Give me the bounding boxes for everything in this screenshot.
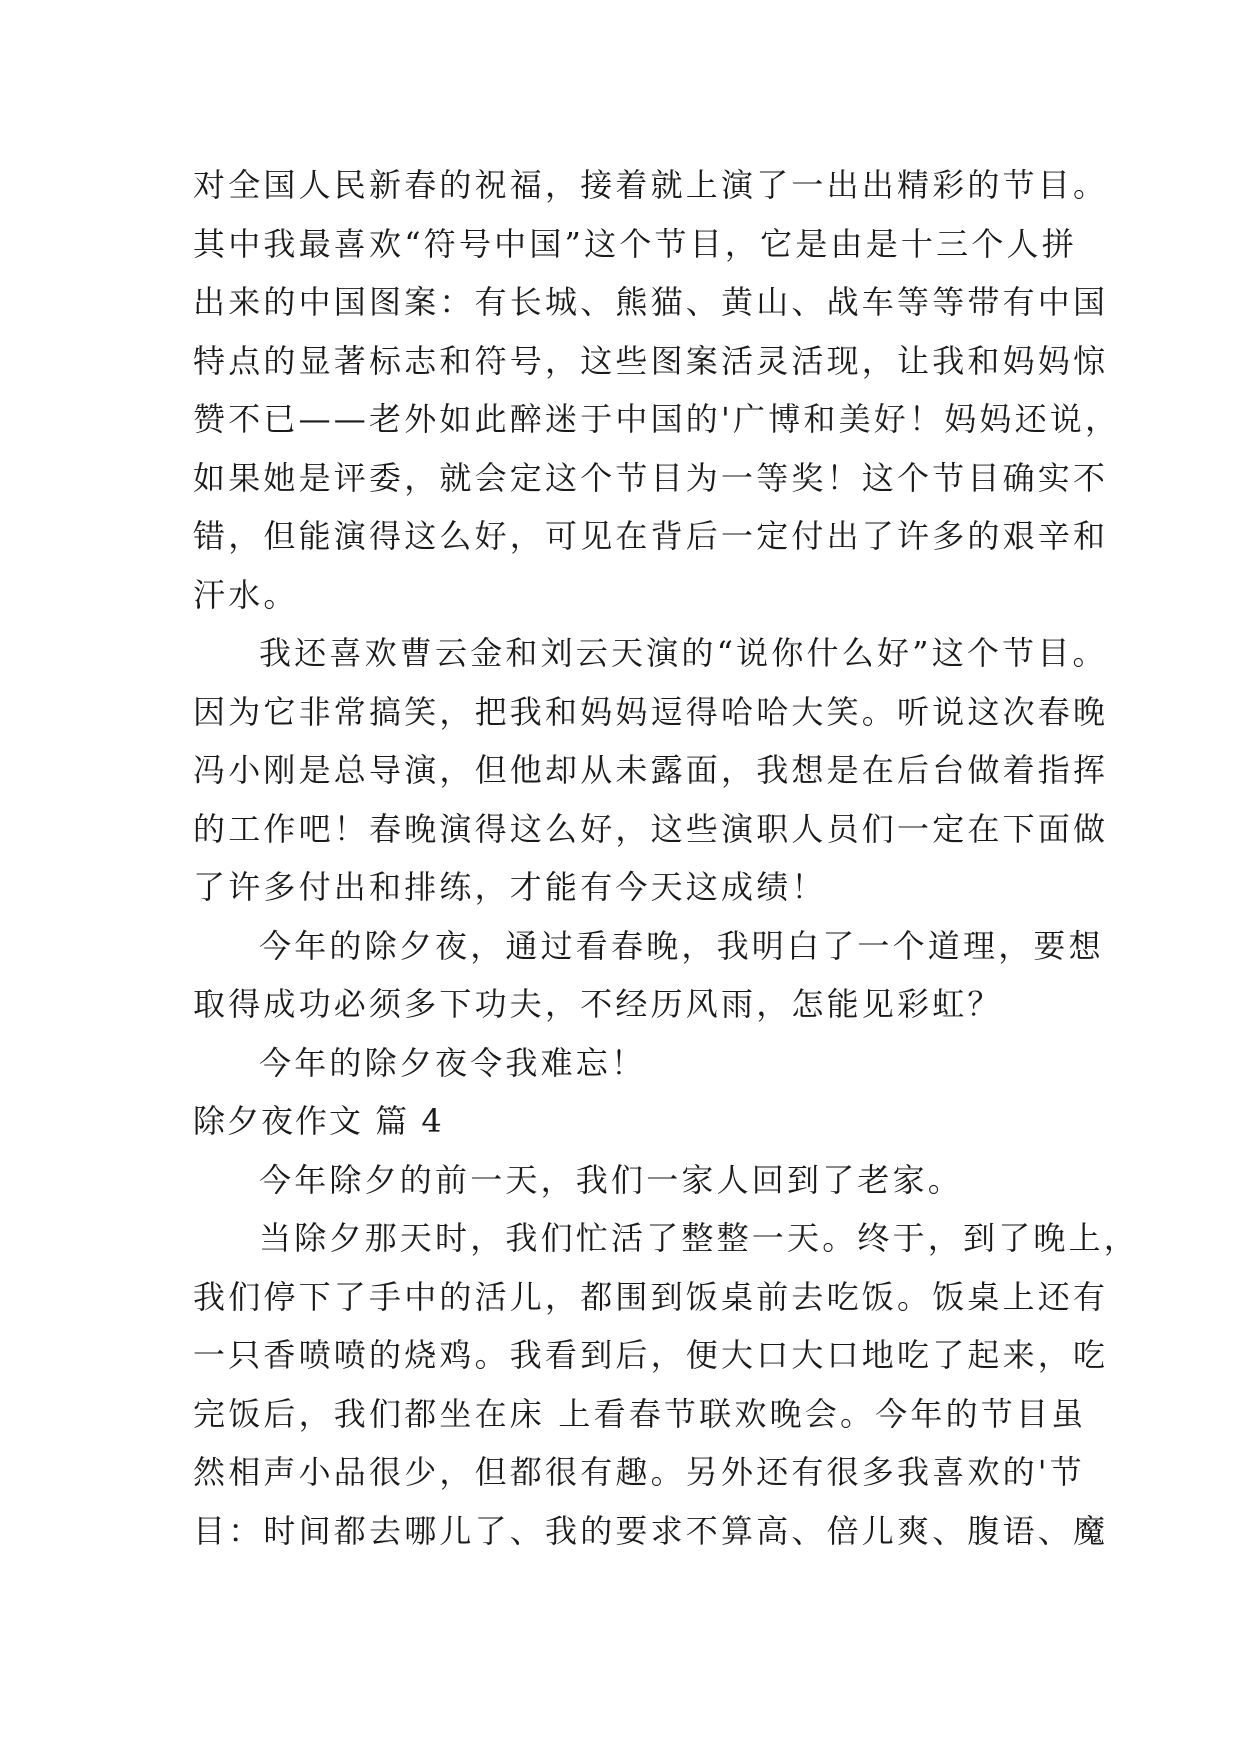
text-line: 对全国人民新春的祝福，接着就上演了一出出精彩的节目。 [193,166,1109,204]
document-page [193,156,1140,1560]
text-line: 一只香喷喷的烧鸡。我看到后，便大口大口地吃了起来，吃 [193,1336,1109,1374]
text-line: 的工作吧！春晚演得这么好，这些演职人员们一定在下面做 [193,809,1109,848]
text-line: 错，但能演得这么好，可见在背后一定付出了许多的艰辛和 [193,517,1109,555]
text-line: 其中我最喜欢“符号中国”这个节目，它是由是十三个人拼 [193,224,1077,263]
paragraph-start-line: 当除夕那天时，我们忙活了整整一天。终于，到了晚上， [259,1219,1140,1257]
text-line: 完饭后，我们都坐在床 上看春节联欢晚会。今年的节目虽 [193,1394,1087,1433]
text-line: 汗水。 [193,575,299,614]
paragraph-start-line: 今年除夕的前一天，我们一家人回到了老家。 [259,1160,964,1199]
text-line: 然相声小品很少，但都很有趣。另外还有很多我喜欢的'节 [193,1453,1085,1491]
text-line: 赞不已——老外如此醉迷于中国的'广博和美好！妈妈还说， [193,400,1121,438]
text-line: 我们停下了手中的活儿，都围到饭桌前去吃饭。饭桌上还有 [193,1277,1109,1316]
text-line: 目：时间都去哪儿了、我的要求不算高、倍儿爽、腹语、魔 [193,1511,1109,1550]
text-line: 了许多付出和排练，才能有今天这成绩！ [193,868,827,906]
paragraph-start-line: 我还喜欢曹云金和刘云天演的“说你什么好”这个节目。 [259,634,1108,672]
paragraph-start-line: 今年的除夕夜令我难忘！ [259,1043,647,1082]
text-line: 取得成功必须多下功夫，不经历风雨，怎能见彩虹？ [193,985,1003,1023]
paragraph-start-line: 今年的除夕夜，通过看春晚，我明白了一个道理，要想 [259,926,1104,965]
text-line: 如果她是评委，就会定这个节目为一等奖！这个节目确实不 [193,458,1109,497]
section-heading: 除夕夜作文 篇 4 [193,1102,444,1140]
text-line: 特点的显著标志和符号，这些图案活灵活现，让我和妈妈惊 [193,341,1109,380]
text-line: 因为它非常搞笑，把我和妈妈逗得哈哈大笑。听说这次春晚 [193,692,1109,731]
text-line: 出来的中国图案：有长城、熊猫、黄山、战车等等带有中国 [193,283,1109,321]
text-line: 冯小刚是总导演，但他却从未露面，我想是在后台做着指挥 [193,751,1109,789]
